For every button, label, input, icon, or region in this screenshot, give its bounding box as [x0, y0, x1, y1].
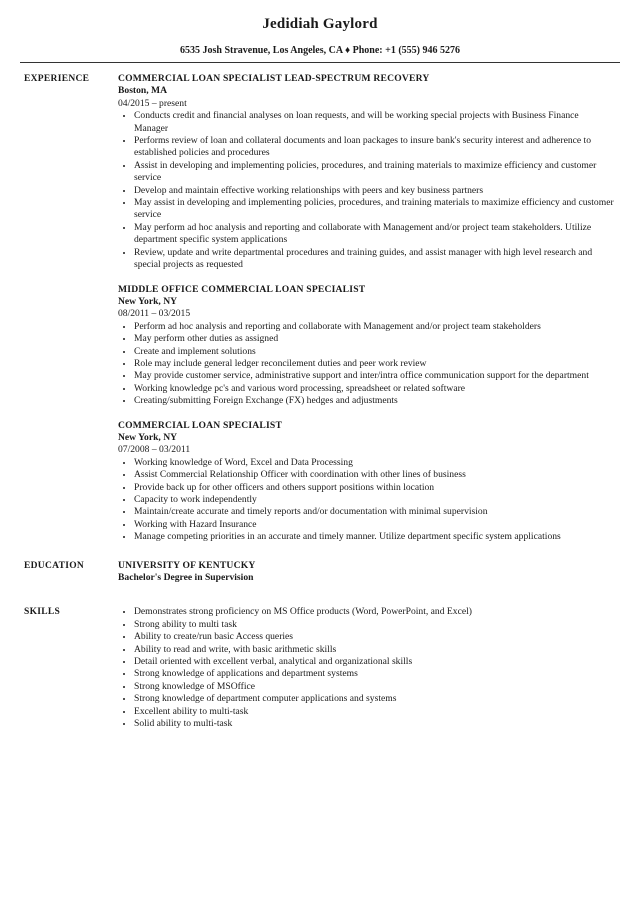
- skills-body: [118, 606, 614, 730]
- job-bullet: • May perform other duties as assigned: [134, 333, 614, 345]
- skills-section: [24, 606, 614, 730]
- job-title: COMMERCIAL LOAN SPECIALIST: [118, 419, 283, 431]
- job-bullet: • Maintain/create accurate and timely reports and/or documentation with minimal supervision: [134, 506, 614, 518]
- job-bullets: [118, 110, 614, 271]
- skill-item: • Excellent ability to multi-task: [134, 706, 614, 718]
- skill-item: • Solid ability to multi-task: [134, 718, 614, 730]
- job-bullet: • Manage competing priorities in an accurate and timely manner. Utilize department specific system applications: [134, 531, 614, 543]
- skills-list: [118, 606, 614, 730]
- job-bullet: • Performs review of loan and collateral documents and loan packages to insure bank's security interest and adherence to established policies and procedures: [134, 135, 614, 160]
- job-dates: 07/2008 – 03/2011: [118, 444, 191, 456]
- candidate-name: Jedidiah Gaylord: [262, 16, 378, 32]
- job-bullet: • Working knowledge pc's and various word processing, spreadsheet or related software: [134, 383, 614, 395]
- job-bullet: • Assist Commercial Relationship Officer with coordination with other lines of business: [134, 469, 614, 481]
- header-divider: [20, 62, 620, 63]
- job-entry: [118, 420, 614, 544]
- job-bullet: • Creating/submitting Foreign Exchange (FX) hedges and adjustments: [134, 395, 614, 407]
- skill-item: • Ability to create/run basic Access queries: [134, 631, 614, 643]
- job-entry: [118, 284, 614, 408]
- job-bullet: • May provide customer service, administrative support and inter/intra office communication support for the department: [134, 370, 614, 382]
- job-bullet: • Conducts credit and financial analyses on loan requests, and will be working special projects with Business Finance Manager: [134, 110, 614, 135]
- job-bullet: • Capacity to work independently: [134, 494, 614, 506]
- section-title-education: EDUCATION: [24, 560, 85, 571]
- job-location: New York, NY: [118, 431, 178, 443]
- education-body: [118, 560, 614, 585]
- job-bullet: • Provide back up for other officers and others support positions within location: [134, 482, 614, 494]
- job-bullet: • May assist in developing and implementing policies, procedures, and training materials to maximize efficiency and customer service: [134, 197, 614, 222]
- skill-item: • Strong knowledge of applications and department systems: [134, 668, 614, 680]
- education-section: [24, 560, 614, 585]
- school-name: UNIVERSITY OF KENTUCKY: [118, 559, 256, 571]
- job-title: MIDDLE OFFICE COMMERCIAL LOAN SPECIALIST: [118, 283, 366, 295]
- job-bullet: • Create and implement solutions: [134, 346, 614, 358]
- job-bullet: • Working knowledge of Word, Excel and Data Processing: [134, 457, 614, 469]
- job-location: Boston, MA: [118, 85, 168, 97]
- job-bullet: • Review, update and write departmental procedures and training guides, and assist manager with high level research and special projects as requested: [134, 247, 614, 272]
- job-title: COMMERCIAL LOAN SPECIALIST LEAD-SPECTRUM RECOVERY: [118, 73, 430, 84]
- skill-item: • Strong knowledge of department computer applications and systems: [134, 693, 614, 705]
- job-bullet: • May perform ad hoc analysis and reporting and collaborate with Management and/or project team stakeholders. Utilize department specific system applications: [134, 222, 614, 247]
- job-dates: 08/2011 – 03/2015: [118, 308, 191, 320]
- job-bullet: • Working with Hazard Insurance: [134, 519, 614, 531]
- skill-item: • Strong knowledge of MSOffice: [134, 681, 614, 693]
- job-bullets: [118, 321, 614, 408]
- job-bullet: • Develop and maintain effective working relationships with peers and key business partners: [134, 185, 614, 197]
- degree: Bachelor's Degree in Supervision: [118, 572, 254, 584]
- skill-item: • Strong ability to multi task: [134, 619, 614, 631]
- experience-body: [118, 73, 614, 556]
- section-title-skills: SKILLS: [24, 607, 61, 618]
- job-location: New York, NY: [118, 295, 178, 307]
- job-bullets: [118, 457, 614, 544]
- job-dates: 04/2015 – present: [118, 97, 187, 109]
- skill-item: • Detail oriented with excellent verbal, analytical and organizational skills: [134, 656, 614, 668]
- section-title-experience: EXPERIENCE: [24, 74, 90, 84]
- job-bullet: • Assist in developing and implementing policies, procedures, and training materials to maximize efficiency and customer service: [134, 160, 614, 185]
- skill-item: • Demonstrates strong proficiency on MS Office products (Word, PowerPoint, and Excel): [134, 606, 614, 618]
- job-entry: [118, 73, 614, 272]
- job-bullet: • Role may include general ledger reconcilement duties and peer work review: [134, 358, 614, 370]
- contact-line: 6535 Josh Stravenue, Los Angeles, CA ♦ Phone: +1 (555) 946 5276: [180, 45, 460, 56]
- resume-header: [0, 0, 640, 56]
- skill-item: • Ability to read and write, with basic arithmetic skills: [134, 644, 614, 656]
- experience-section: [24, 73, 614, 556]
- job-bullet: • Perform ad hoc analysis and reporting and collaborate with Management and/or project team stakeholders: [134, 321, 614, 333]
